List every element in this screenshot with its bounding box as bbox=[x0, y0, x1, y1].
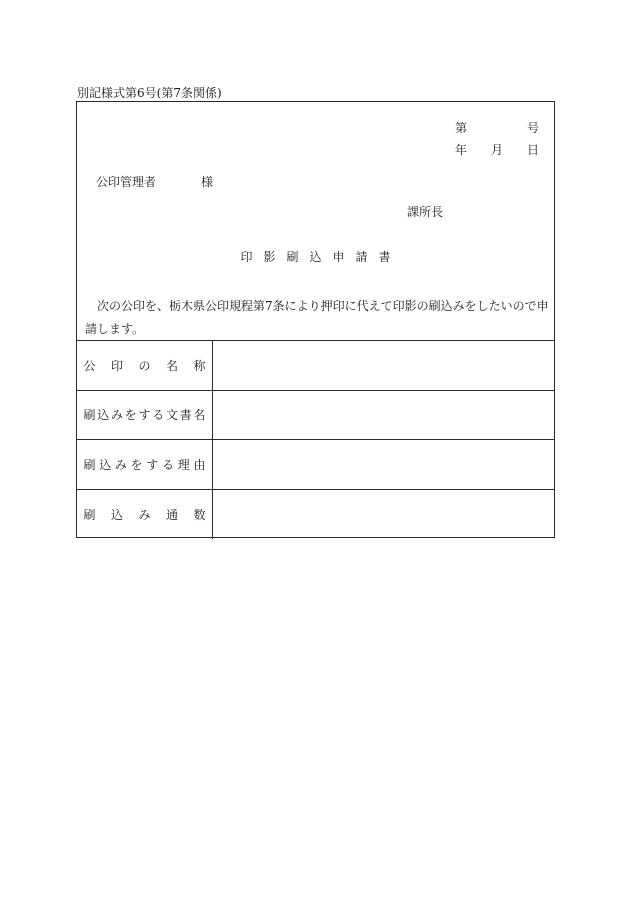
addressee-line bbox=[96, 173, 214, 190]
sender: 課所長 bbox=[407, 205, 444, 219]
date-month: 月 bbox=[491, 143, 504, 157]
details-table bbox=[77, 341, 554, 539]
document-name-field[interactable] bbox=[213, 391, 554, 440]
row-label-reason: 刷込みをする理由 bbox=[77, 440, 213, 489]
request-statement: 次の公印を、栃木県公印規程第7条により押印に代えて印影の刷込みをしたいので申請します。 bbox=[85, 299, 549, 336]
form-title: 印影刷込申請書 bbox=[240, 250, 402, 264]
table-row bbox=[77, 490, 554, 540]
number-suffix: 号 bbox=[526, 121, 539, 135]
row-label-seal-name: 公印の名称 bbox=[77, 341, 213, 390]
seal-name-field[interactable] bbox=[213, 341, 554, 390]
date-day: 日 bbox=[526, 143, 539, 157]
row-label-copy-count: 刷込み通数 bbox=[77, 490, 213, 540]
addressee: 公印管理者 bbox=[96, 175, 157, 189]
form-caption: 別記様式第6号(第7条関係) bbox=[77, 86, 222, 100]
application-form bbox=[76, 101, 555, 538]
row-label-document-name: 刷込みをする文書名 bbox=[77, 391, 213, 440]
date-year: 年 bbox=[455, 143, 468, 157]
table-row bbox=[77, 391, 554, 441]
table-row bbox=[77, 341, 554, 391]
form-header-section bbox=[77, 102, 554, 341]
table-row bbox=[77, 440, 554, 490]
number-prefix: 第 bbox=[455, 121, 468, 135]
reason-field[interactable] bbox=[213, 440, 554, 489]
addressee-honorific: 様 bbox=[201, 175, 214, 189]
copy-count-field[interactable] bbox=[213, 490, 554, 540]
